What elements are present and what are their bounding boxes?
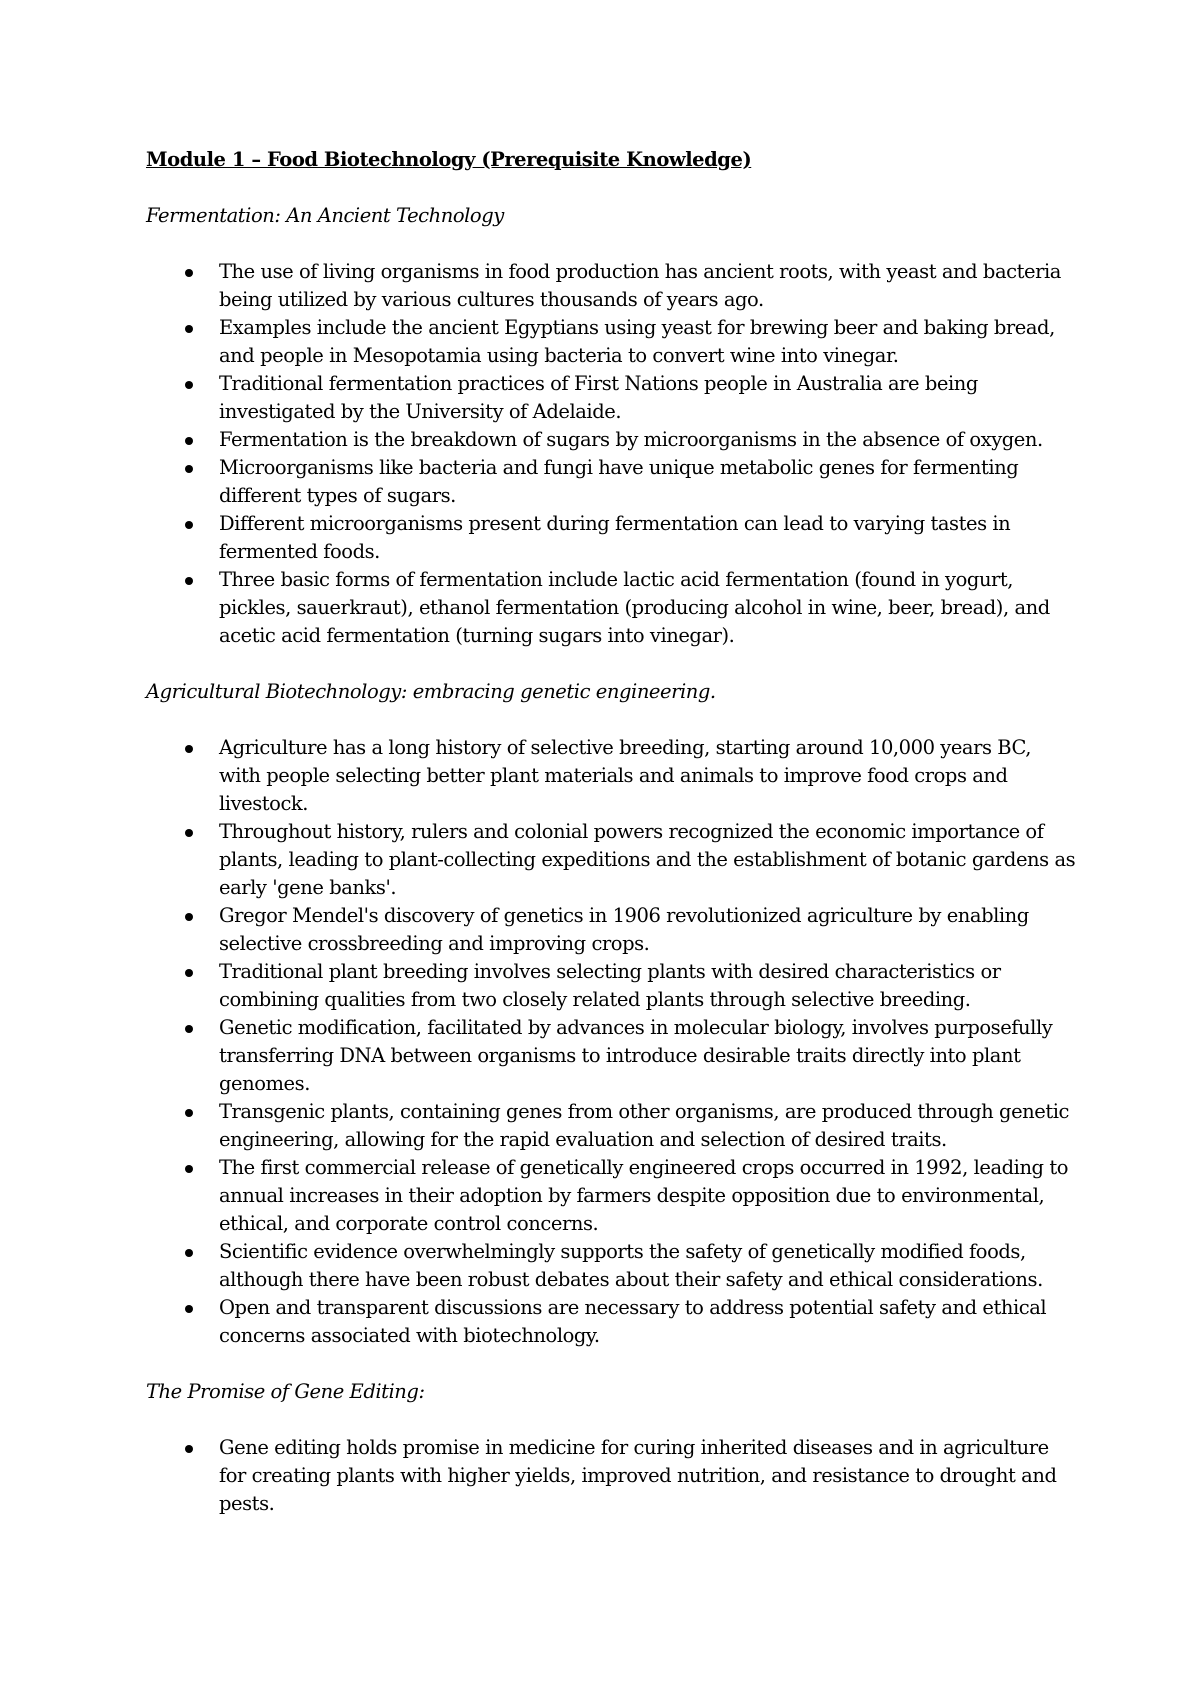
list-item-text: Traditional fermentation practices of First Nations people in Australia are being investigated by the University of Adelaide.	[219, 372, 978, 423]
list-item-text: Transgenic plants, containing genes from other organisms, are produced through genetic engineering, allowing for the rapid evaluation and selection of desired traits.	[219, 1100, 1069, 1151]
list-item-text: The use of living organisms in food production has ancient roots, with yeast and bacteria being utilized by various cultures thousands of years ago.	[219, 260, 1061, 311]
list-item-text: Three basic forms of fermentation include lactic acid fermentation (found in yogurt, pickles, sauerkraut), ethanol fermentation (producing alcohol in wine, beer, bread), and acetic acid fermentation (turning sugars into vinegar).	[219, 568, 1050, 647]
bullet-list	[146, 258, 1076, 650]
document-title: Module 1 – Food Biotechnology (Prerequisite Knowledge)	[146, 148, 752, 171]
bullet-icon	[185, 1249, 193, 1257]
list-item-text: The first commercial release of genetically engineered crops occurred in 1992, leading to annual increases in their adoption by farmers despite opposition due to environmental, ethical, and corporate control concerns.	[219, 1156, 1069, 1235]
bullet-icon	[185, 465, 193, 473]
list-item	[146, 1014, 1076, 1098]
bullet-icon	[185, 1305, 193, 1313]
list-item-text: Gregor Mendel's discovery of genetics in 1906 revolutionized agriculture by enabling selective crossbreeding and improving crops.	[219, 904, 1029, 955]
list-item-text: Genetic modification, facilitated by advances in molecular biology, involves purposefully transferring DNA between organisms to introduce desirable traits directly into plant genomes.	[219, 1016, 1053, 1095]
bullet-list	[146, 1434, 1076, 1518]
bullet-icon	[185, 1109, 193, 1117]
bullet-icon	[185, 521, 193, 529]
bullet-icon	[185, 913, 193, 921]
section-heading: Agricultural Biotechnology: embracing genetic engineering.	[146, 680, 716, 703]
bullet-icon	[185, 829, 193, 837]
bullet-icon	[185, 1445, 193, 1453]
bullet-icon	[185, 1165, 193, 1173]
list-item	[146, 734, 1076, 818]
list-item	[146, 1238, 1076, 1294]
list-item-text: Open and transparent discussions are necessary to address potential safety and ethical concerns associated with biotechnology.	[219, 1296, 1047, 1347]
list-item-text: Agriculture has a long history of selective breeding, starting around 10,000 years BC, with people selecting better plant materials and animals to improve food crops and livestock.	[219, 736, 1032, 815]
list-item-text: Scientific evidence overwhelmingly supports the safety of genetically modified foods, although there have been robust debates about their safety and ethical considerations.	[219, 1240, 1043, 1291]
list-item	[146, 958, 1076, 1014]
list-item-text: Throughout history, rulers and colonial powers recognized the economic importance of plants, leading to plant-collecting expeditions and the establishment of botanic gardens as early 'gene banks'.	[219, 820, 1076, 899]
list-item	[146, 818, 1076, 902]
list-item	[146, 1434, 1076, 1518]
list-item	[146, 510, 1076, 566]
list-item	[146, 314, 1076, 370]
list-item	[146, 1098, 1076, 1154]
sections-container	[146, 202, 1076, 1518]
list-item	[146, 454, 1076, 510]
document-body	[146, 146, 1076, 1518]
bullet-list	[146, 734, 1076, 1350]
list-item	[146, 1294, 1076, 1350]
list-item	[146, 1154, 1076, 1238]
bullet-icon	[185, 437, 193, 445]
list-item-text: Different microorganisms present during fermentation can lead to varying tastes in fermented foods.	[219, 512, 1011, 563]
list-item	[146, 566, 1076, 650]
bullet-icon	[185, 381, 193, 389]
section-heading: The Promise of Gene Editing:	[146, 1380, 425, 1403]
section-heading: Fermentation: An Ancient Technology	[146, 204, 504, 227]
list-item-text: Microorganisms like bacteria and fungi have unique metabolic genes for fermenting different types of sugars.	[219, 456, 1019, 507]
bullet-icon	[185, 969, 193, 977]
list-item	[146, 258, 1076, 314]
list-item	[146, 370, 1076, 426]
list-item-text: Examples include the ancient Egyptians using yeast for brewing beer and baking bread, and people in Mesopotamia using bacteria to convert wine into vinegar.	[219, 316, 1055, 367]
bullet-icon	[185, 1025, 193, 1033]
list-item	[146, 902, 1076, 958]
list-item	[146, 426, 1076, 454]
bullet-icon	[185, 325, 193, 333]
list-item-text: Fermentation is the breakdown of sugars by microorganisms in the absence of oxygen.	[219, 428, 1043, 451]
bullet-icon	[185, 269, 193, 277]
bullet-icon	[185, 577, 193, 585]
list-item-text: Gene editing holds promise in medicine for curing inherited diseases and in agriculture for creating plants with higher yields, improved nutrition, and resistance to drought and pests.	[219, 1436, 1057, 1515]
bullet-icon	[185, 745, 193, 753]
list-item-text: Traditional plant breeding involves selecting plants with desired characteristics or combining qualities from two closely related plants through selective breeding.	[219, 960, 1001, 1011]
